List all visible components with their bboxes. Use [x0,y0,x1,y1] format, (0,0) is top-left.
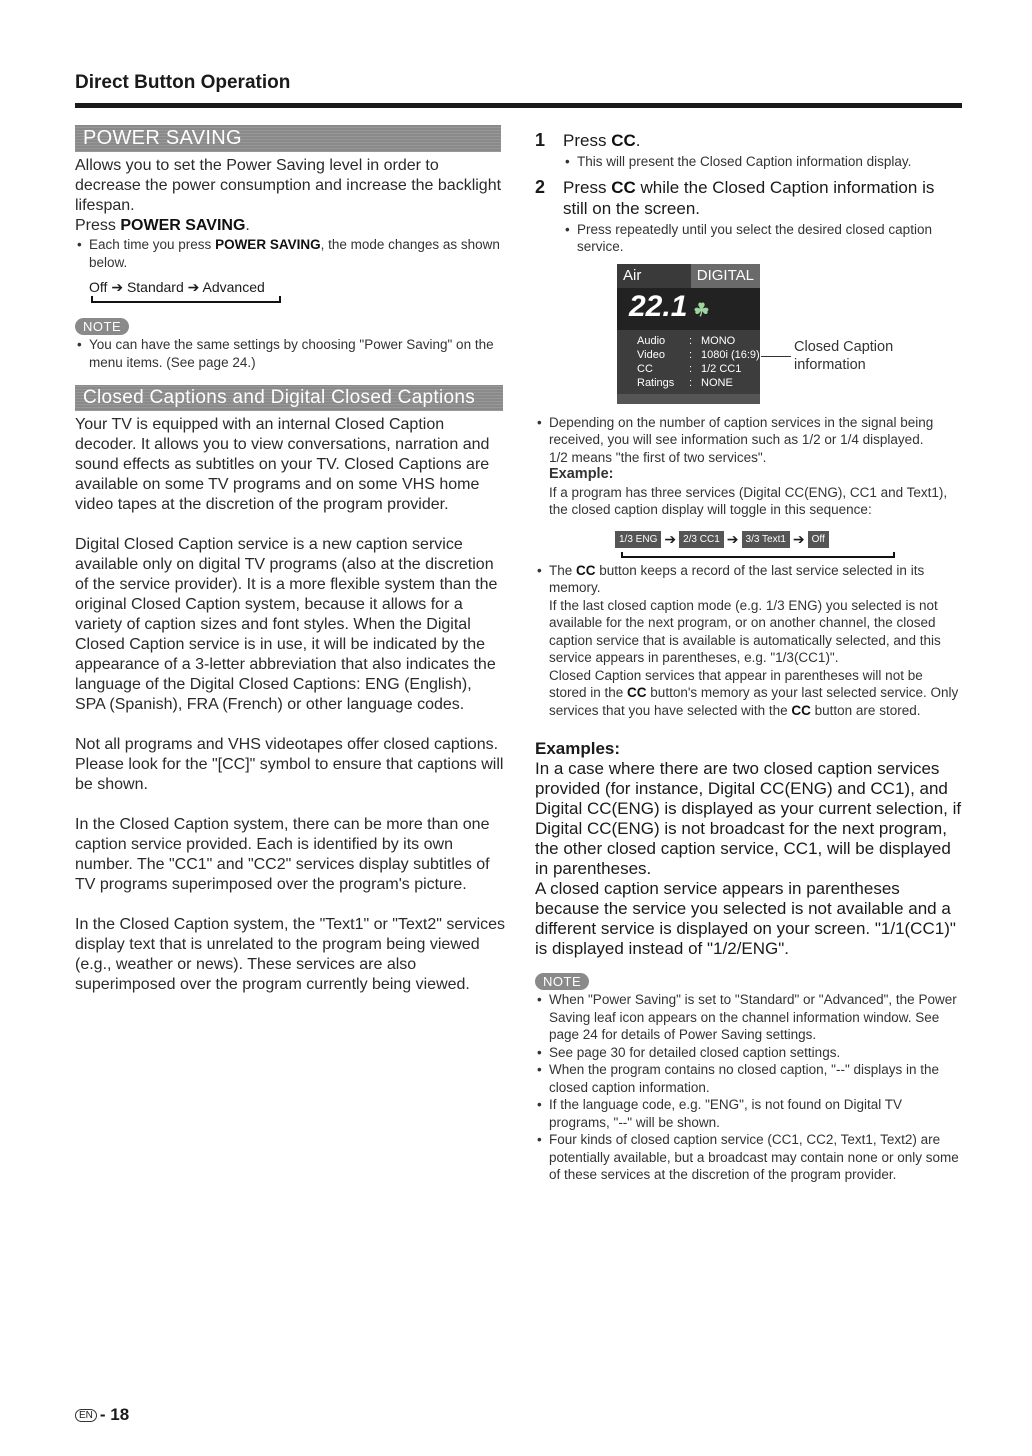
page-footer [75,1405,129,1425]
arrow-right-icon: ➔ [792,530,805,547]
examples-text: In a case where there are two closed caption services provided (for instance, Digital CC(ENG) and CC1), and Digital CC(ENG) is displayed as your current selection, if Digital CC(ENG) is not broadcast for the next program, the other closed caption service, CC1, will be displayed in parentheses. [535,759,962,878]
loop-arrow-icon [621,552,895,558]
power-saving-intro: Allows you to set the Power Saving level in order to decrease the power consumption and increase the backlight lifespan. [75,157,502,214]
note-item: • When "Power Saving" is set to "Standard" or "Advanced", the Power Saving leaf icon appears on the channel information window. See page 24 for details of Power Saving settings. [535,991,962,1044]
examples-text: A closed caption service appears in parentheses because the service you selected is not available and a different service is displayed on your screen. "1/1(CC1)" is displayed instead of "1/2/ENG". [535,879,956,958]
note-list [535,991,962,1184]
note-item: • When the program contains no closed caption, "--" displays in the closed caption information. [535,1061,962,1096]
cc-paragraph: In the Closed Caption system, the "Text1" or "Text2" services display text that is unrelated to the program being viewed (e.g., weather or news). These services are also superimposed over the program currently being viewed. [75,916,506,993]
services-bullet: • Depending on the number of caption services in the signal being received, you will see information such as 1/2 or 1/4 displayed. 1/2 means "the first of two services". Example: If a program has three services (Digital CC(ENG), CC1 and Text1), the closed caption display will toggle in this sequence: [535,414,962,519]
step-1: 1 Press CC. • This will present the Closed Caption information display. [535,130,962,171]
example-heading: Example: [549,466,614,482]
osd-digital: DIGITAL [691,264,760,288]
seq-chip: Off [808,531,829,548]
loop-arrow-icon [91,296,281,303]
arrow-right-icon: ➔ [187,279,200,295]
step-2: 2 Press CC while the Closed Caption information is still on the screen. • Press repeatedly until you select the desired closed caption service. [535,177,962,256]
note-badge: NOTE [535,973,589,990]
flow-standard: Standard [126,279,184,295]
cc-paragraph: Not all programs and VHS videotapes offer closed captions. Please look for the "[CC]" symbol to ensure that captions will be shown. [75,736,504,793]
osd-channel: 22.1 [629,289,688,323]
closed-captions-heading: Closed Captions and Digital Closed Captions [75,385,503,411]
cc-info-display [617,264,760,404]
osd-figure [535,264,962,406]
page-number: - 18 [99,1405,130,1424]
power-saving-heading: POWER SAVING [75,125,501,152]
arrow-right-icon: ➔ [664,530,677,547]
cc-paragraph: Digital Closed Caption service is a new caption service available only on digital TV programs (also at the discretion of the service provider). It is a more flexible system than the original Closed Caption system, because it allows for a variety of caption sizes and font styles. When the Digital Closed Caption service is in use, it will be indicated by the appearance of a 3-letter abbreviation that also indicates the language of the Digital Closed Captions: ENG (English), SPA (Spanish), FRA (French) or other language codes. [75,536,498,713]
cc-paragraph: In the Closed Caption system, there can be more than one caption service provided. Each is identified by its own number. The "CC1" and "CC2" services display subtitles of TV programs superimposed over the program's picture. [75,816,490,893]
osd-row: Video : 1080i (16:9) [637,348,760,361]
right-column [535,130,962,1184]
note-badge: NOTE [75,318,129,335]
step-2-detail: • Press repeatedly until you select the desired closed caption service. [563,221,962,256]
power-saving-note: • You can have the same settings by choosing "Power Saving" on the menu items. (See page 24.) [75,336,505,371]
flow-off: Off [89,279,108,295]
left-column [75,125,505,1015]
header-rule [75,103,962,108]
osd-air: Air [623,266,642,284]
step-1-detail: • This will present the Closed Caption information display. [563,153,962,171]
page-header-title: Direct Button Operation [75,72,291,93]
examples-heading: Examples: [535,739,621,758]
seq-chip: 1/3 ENG [615,531,661,548]
osd-callout-label: Closed Caption information [794,338,894,373]
flow-advanced: Advanced [202,279,265,295]
arrow-right-icon: ➔ [726,530,739,547]
leaf-icon: ☘ [693,299,710,320]
cc-sequence [615,531,905,548]
step-number: 1 [535,130,546,150]
osd-row: Audio : MONO [637,334,736,347]
examples-block [535,739,962,959]
power-saving-bullet: • Each time you press POWER SAVING, the mode changes as shown below. [75,236,505,271]
callout-line [761,356,791,357]
note-item: • Four kinds of closed caption service (CC1, CC2, Text1, Text2) are potentially available, but a broadcast may contain none or only some of these services at the discretion of the program provider. [535,1131,962,1184]
note-item: • If the language code, e.g. "ENG", is not found on Digital TV programs, "--" will be shown. [535,1096,962,1131]
en-language-icon: EN [75,1409,97,1422]
osd-row: Ratings : NONE [637,376,733,389]
cc-paragraph: Your TV is equipped with an internal Closed Caption decoder. It allows you to view conversations, narration and sound effects as subtitles on your TV. Closed Captions are available on some TV programs and on some VHS home video tapes at the discretion of the program provider. [75,416,490,513]
cc-memory-bullet: • The CC button keeps a record of the last service selected in its memory. If the last closed caption mode (e.g. 1/3 ENG) you selected is not available for the next program, or on another channel, the closed caption service that is available is automatically selected, and this service appears in parentheses, e.g. "1/3(CC1)". Closed Caption services that appear in parentheses will not be stored in the CC button's memory as your last selected service. Only services that you have selected with the CC button are stored. [535,562,962,720]
seq-chip: 2/3 CC1 [679,531,724,548]
arrow-right-icon: ➔ [111,279,124,295]
seq-chip: 3/3 Text1 [742,531,790,548]
power-saving-press: Press POWER SAVING. [75,217,250,234]
osd-row: CC : 1/2 CC1 [637,362,742,375]
note-item: • See page 30 for detailed closed caption settings. [535,1044,962,1062]
power-saving-flow [89,279,279,296]
example-text: If a program has three services (Digital CC(ENG), CC1 and Text1), the closed caption display will toggle in this sequence: [549,484,948,517]
step-number: 2 [535,176,546,197]
